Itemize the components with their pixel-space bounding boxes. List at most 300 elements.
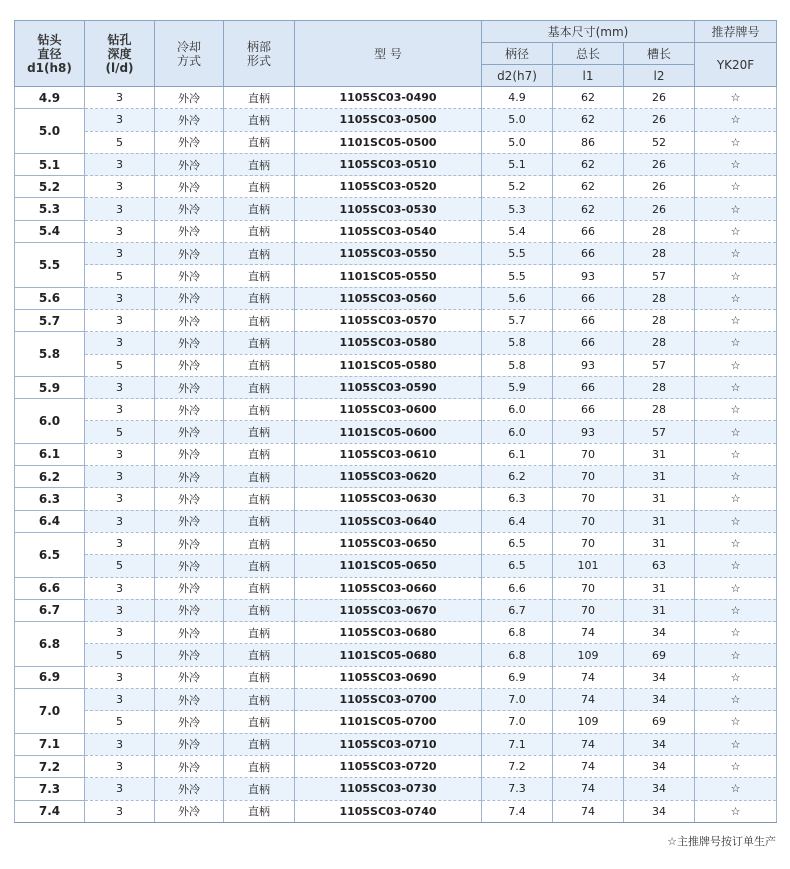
- drill-diameter-cell: 6.6: [15, 577, 85, 599]
- depth-cell: 3: [85, 532, 155, 554]
- cooling-cell: 外冷: [155, 243, 224, 265]
- model-cell: 1105SC03-0510: [295, 153, 482, 175]
- table-row: [15, 577, 777, 599]
- depth-cell: 3: [85, 755, 155, 777]
- cooling-cell: 外冷: [155, 800, 224, 822]
- cooling-cell: 外冷: [155, 109, 224, 131]
- drill-diameter-cell: 7.0: [15, 689, 85, 734]
- depth-cell: 5: [85, 421, 155, 443]
- table-row: [15, 421, 777, 443]
- table-row: [15, 265, 777, 287]
- grade-mark-cell: ☆: [695, 287, 777, 309]
- model-cell: 1101SC05-0600: [295, 421, 482, 443]
- grade-mark-cell: ☆: [695, 376, 777, 398]
- drill-diameter-cell: 6.7: [15, 599, 85, 621]
- total-len-cell: 74: [553, 733, 624, 755]
- table-row: [15, 488, 777, 510]
- shank-dia-cell: 5.9: [482, 376, 553, 398]
- shank-type-cell: 直柄: [224, 153, 295, 175]
- table-row: [15, 599, 777, 621]
- header-groove-len: 槽长: [624, 43, 695, 65]
- depth-cell: 3: [85, 243, 155, 265]
- shank-dia-cell: 5.8: [482, 332, 553, 354]
- header-total-len-sym: l1: [553, 65, 624, 87]
- cooling-cell: 外冷: [155, 399, 224, 421]
- table-row: [15, 287, 777, 309]
- drill-diameter-cell: 5.6: [15, 287, 85, 309]
- groove-len-cell: 69: [624, 711, 695, 733]
- total-len-cell: 62: [553, 198, 624, 220]
- total-len-cell: 62: [553, 153, 624, 175]
- drill-diameter-cell: 6.9: [15, 666, 85, 688]
- grade-mark-cell: ☆: [695, 466, 777, 488]
- table-row: [15, 666, 777, 688]
- grade-mark-cell: ☆: [695, 87, 777, 109]
- cooling-cell: 外冷: [155, 644, 224, 666]
- depth-cell: 3: [85, 109, 155, 131]
- table-row: [15, 309, 777, 331]
- depth-cell: 3: [85, 666, 155, 688]
- total-len-cell: 70: [553, 488, 624, 510]
- model-cell: 1105SC03-0710: [295, 733, 482, 755]
- drill-diameter-cell: 7.3: [15, 778, 85, 800]
- groove-len-cell: 28: [624, 309, 695, 331]
- total-len-cell: 70: [553, 577, 624, 599]
- table-row: [15, 131, 777, 153]
- total-len-cell: 70: [553, 510, 624, 532]
- depth-cell: 3: [85, 198, 155, 220]
- groove-len-cell: 26: [624, 87, 695, 109]
- depth-cell: 3: [85, 287, 155, 309]
- depth-cell: 3: [85, 510, 155, 532]
- model-cell: 1101SC05-0650: [295, 555, 482, 577]
- shank-dia-cell: 6.3: [482, 488, 553, 510]
- shank-dia-cell: 7.0: [482, 689, 553, 711]
- shank-type-cell: 直柄: [224, 666, 295, 688]
- cooling-cell: 外冷: [155, 198, 224, 220]
- shank-type-cell: 直柄: [224, 466, 295, 488]
- groove-len-cell: 26: [624, 109, 695, 131]
- shank-type-cell: 直柄: [224, 532, 295, 554]
- total-len-cell: 93: [553, 421, 624, 443]
- model-cell: 1105SC03-0570: [295, 309, 482, 331]
- grade-mark-cell: ☆: [695, 577, 777, 599]
- depth-cell: 3: [85, 332, 155, 354]
- cooling-cell: 外冷: [155, 265, 224, 287]
- total-len-cell: 66: [553, 220, 624, 242]
- drill-diameter-cell: 7.4: [15, 800, 85, 822]
- shank-type-cell: 直柄: [224, 755, 295, 777]
- model-cell: 1101SC05-0680: [295, 644, 482, 666]
- depth-cell: 5: [85, 711, 155, 733]
- grade-mark-cell: ☆: [695, 488, 777, 510]
- shank-type-cell: 直柄: [224, 399, 295, 421]
- shank-dia-cell: 5.5: [482, 265, 553, 287]
- shank-type-cell: 直柄: [224, 733, 295, 755]
- cooling-cell: 外冷: [155, 176, 224, 198]
- model-cell: 1105SC03-0650: [295, 532, 482, 554]
- grade-mark-cell: ☆: [695, 644, 777, 666]
- table-row: [15, 644, 777, 666]
- drill-diameter-cell: 5.2: [15, 176, 85, 198]
- cooling-cell: 外冷: [155, 577, 224, 599]
- total-len-cell: 70: [553, 599, 624, 621]
- shank-dia-cell: 5.0: [482, 131, 553, 153]
- header-grade: YK20F: [695, 43, 777, 87]
- shank-type-cell: 直柄: [224, 198, 295, 220]
- shank-dia-cell: 6.6: [482, 577, 553, 599]
- shank-dia-cell: 7.3: [482, 778, 553, 800]
- header-drill-diameter: 钻头 直径 d1(h8): [15, 21, 85, 87]
- shank-type-cell: 直柄: [224, 778, 295, 800]
- model-cell: 1105SC03-0740: [295, 800, 482, 822]
- grade-mark-cell: ☆: [695, 622, 777, 644]
- depth-cell: 3: [85, 443, 155, 465]
- groove-len-cell: 34: [624, 800, 695, 822]
- depth-cell: 3: [85, 599, 155, 621]
- shank-type-cell: 直柄: [224, 131, 295, 153]
- model-cell: 1105SC03-0700: [295, 689, 482, 711]
- total-len-cell: 62: [553, 109, 624, 131]
- shank-dia-cell: 6.4: [482, 510, 553, 532]
- table-row: [15, 87, 777, 109]
- model-cell: 1105SC03-0590: [295, 376, 482, 398]
- shank-dia-cell: 5.7: [482, 309, 553, 331]
- drill-diameter-cell: 5.9: [15, 376, 85, 398]
- total-len-cell: 109: [553, 711, 624, 733]
- header-shank-type: 柄部 形式: [224, 21, 295, 87]
- header-basic-dims: 基本尺寸(mm): [482, 21, 695, 43]
- table-row: [15, 711, 777, 733]
- drill-diameter-cell: 5.5: [15, 243, 85, 288]
- shank-type-cell: 直柄: [224, 87, 295, 109]
- shank-type-cell: 直柄: [224, 421, 295, 443]
- drill-diameter-cell: 5.7: [15, 309, 85, 331]
- total-len-cell: 66: [553, 243, 624, 265]
- depth-cell: 3: [85, 577, 155, 599]
- model-cell: 1105SC03-0530: [295, 198, 482, 220]
- model-cell: 1105SC03-0560: [295, 287, 482, 309]
- shank-type-cell: 直柄: [224, 176, 295, 198]
- groove-len-cell: 28: [624, 220, 695, 242]
- cooling-cell: 外冷: [155, 622, 224, 644]
- model-cell: 1105SC03-0680: [295, 622, 482, 644]
- groove-len-cell: 31: [624, 577, 695, 599]
- depth-cell: 3: [85, 800, 155, 822]
- drill-diameter-cell: 5.4: [15, 220, 85, 242]
- table-row: [15, 332, 777, 354]
- cooling-cell: 外冷: [155, 354, 224, 376]
- table-row: [15, 510, 777, 532]
- total-len-cell: 66: [553, 376, 624, 398]
- cooling-cell: 外冷: [155, 131, 224, 153]
- shank-dia-cell: 5.4: [482, 220, 553, 242]
- total-len-cell: 74: [553, 666, 624, 688]
- grade-mark-cell: ☆: [695, 532, 777, 554]
- groove-len-cell: 26: [624, 176, 695, 198]
- table-row: [15, 220, 777, 242]
- shank-dia-cell: 7.2: [482, 755, 553, 777]
- groove-len-cell: 31: [624, 510, 695, 532]
- table-row: [15, 176, 777, 198]
- model-cell: 1105SC03-0720: [295, 755, 482, 777]
- total-len-cell: 86: [553, 131, 624, 153]
- groove-len-cell: 34: [624, 733, 695, 755]
- total-len-cell: 74: [553, 755, 624, 777]
- groove-len-cell: 34: [624, 755, 695, 777]
- cooling-cell: 外冷: [155, 778, 224, 800]
- shank-dia-cell: 7.1: [482, 733, 553, 755]
- shank-dia-cell: 6.9: [482, 666, 553, 688]
- shank-dia-cell: 6.8: [482, 644, 553, 666]
- groove-len-cell: 57: [624, 421, 695, 443]
- header-recommend: 推荐牌号: [695, 21, 777, 43]
- shank-dia-cell: 7.0: [482, 711, 553, 733]
- cooling-cell: 外冷: [155, 87, 224, 109]
- drill-diameter-cell: 5.0: [15, 109, 85, 154]
- grade-mark-cell: ☆: [695, 689, 777, 711]
- shank-type-cell: 直柄: [224, 287, 295, 309]
- cooling-cell: 外冷: [155, 332, 224, 354]
- model-cell: 1101SC05-0500: [295, 131, 482, 153]
- table-row: [15, 622, 777, 644]
- groove-len-cell: 28: [624, 243, 695, 265]
- model-cell: 1105SC03-0610: [295, 443, 482, 465]
- table-row: [15, 354, 777, 376]
- grade-mark-cell: ☆: [695, 131, 777, 153]
- shank-dia-cell: 6.0: [482, 399, 553, 421]
- cooling-cell: 外冷: [155, 599, 224, 621]
- drill-diameter-cell: 4.9: [15, 87, 85, 109]
- groove-len-cell: 34: [624, 778, 695, 800]
- grade-mark-cell: ☆: [695, 153, 777, 175]
- grade-mark-cell: ☆: [695, 443, 777, 465]
- shank-dia-cell: 6.5: [482, 532, 553, 554]
- shank-type-cell: 直柄: [224, 243, 295, 265]
- grade-mark-cell: ☆: [695, 421, 777, 443]
- model-cell: 1105SC03-0540: [295, 220, 482, 242]
- shank-type-cell: 直柄: [224, 577, 295, 599]
- model-cell: 1105SC03-0630: [295, 488, 482, 510]
- total-len-cell: 66: [553, 287, 624, 309]
- cooling-cell: 外冷: [155, 755, 224, 777]
- depth-cell: 3: [85, 176, 155, 198]
- table-header: [15, 21, 777, 87]
- cooling-cell: 外冷: [155, 421, 224, 443]
- grade-mark-cell: ☆: [695, 399, 777, 421]
- table-row: [15, 399, 777, 421]
- shank-type-cell: 直柄: [224, 220, 295, 242]
- model-cell: 1105SC03-0490: [295, 87, 482, 109]
- depth-cell: 3: [85, 733, 155, 755]
- cooling-cell: 外冷: [155, 153, 224, 175]
- cooling-cell: 外冷: [155, 287, 224, 309]
- groove-len-cell: 31: [624, 443, 695, 465]
- groove-len-cell: 69: [624, 644, 695, 666]
- groove-len-cell: 26: [624, 153, 695, 175]
- grade-mark-cell: ☆: [695, 778, 777, 800]
- shank-type-cell: 直柄: [224, 109, 295, 131]
- drill-diameter-cell: 5.1: [15, 153, 85, 175]
- shank-dia-cell: 4.9: [482, 87, 553, 109]
- groove-len-cell: 28: [624, 399, 695, 421]
- drill-diameter-cell: 6.3: [15, 488, 85, 510]
- model-cell: 1105SC03-0600: [295, 399, 482, 421]
- grade-mark-cell: ☆: [695, 354, 777, 376]
- depth-cell: 3: [85, 220, 155, 242]
- groove-len-cell: 28: [624, 332, 695, 354]
- shank-dia-cell: 6.1: [482, 443, 553, 465]
- table-row: [15, 198, 777, 220]
- groove-len-cell: 26: [624, 198, 695, 220]
- model-cell: 1101SC05-0550: [295, 265, 482, 287]
- header-groove-len-sym: l2: [624, 65, 695, 87]
- cooling-cell: 外冷: [155, 443, 224, 465]
- shank-type-cell: 直柄: [224, 800, 295, 822]
- shank-dia-cell: 6.8: [482, 622, 553, 644]
- groove-len-cell: 34: [624, 689, 695, 711]
- groove-len-cell: 31: [624, 599, 695, 621]
- grade-mark-cell: ☆: [695, 510, 777, 532]
- depth-cell: 3: [85, 689, 155, 711]
- shank-dia-cell: 5.8: [482, 354, 553, 376]
- model-cell: 1101SC05-0580: [295, 354, 482, 376]
- table-row: [15, 755, 777, 777]
- grade-mark-cell: ☆: [695, 332, 777, 354]
- grade-mark-cell: ☆: [695, 265, 777, 287]
- total-len-cell: 109: [553, 644, 624, 666]
- depth-cell: 5: [85, 555, 155, 577]
- table-row: [15, 153, 777, 175]
- grade-mark-cell: ☆: [695, 555, 777, 577]
- table-row: [15, 733, 777, 755]
- model-cell: 1105SC03-0550: [295, 243, 482, 265]
- shank-type-cell: 直柄: [224, 599, 295, 621]
- shank-dia-cell: 5.1: [482, 153, 553, 175]
- drill-diameter-cell: 6.2: [15, 466, 85, 488]
- model-cell: 1105SC03-0640: [295, 510, 482, 532]
- total-len-cell: 93: [553, 265, 624, 287]
- groove-len-cell: 31: [624, 466, 695, 488]
- cooling-cell: 外冷: [155, 711, 224, 733]
- shank-dia-cell: 5.2: [482, 176, 553, 198]
- model-cell: 1105SC03-0580: [295, 332, 482, 354]
- table-row: [15, 376, 777, 398]
- depth-cell: 3: [85, 466, 155, 488]
- drill-diameter-cell: 7.2: [15, 755, 85, 777]
- grade-mark-cell: ☆: [695, 243, 777, 265]
- shank-dia-cell: 5.3: [482, 198, 553, 220]
- depth-cell: 3: [85, 153, 155, 175]
- model-cell: 1105SC03-0620: [295, 466, 482, 488]
- header-total-len: 总长: [553, 43, 624, 65]
- groove-len-cell: 31: [624, 532, 695, 554]
- total-len-cell: 70: [553, 532, 624, 554]
- depth-cell: 3: [85, 376, 155, 398]
- depth-cell: 5: [85, 265, 155, 287]
- header-cooling: 冷却 方式: [155, 21, 224, 87]
- grade-mark-cell: ☆: [695, 198, 777, 220]
- cooling-cell: 外冷: [155, 555, 224, 577]
- model-cell: 1105SC03-0690: [295, 666, 482, 688]
- table-row: [15, 800, 777, 822]
- drill-diameter-cell: 7.1: [15, 733, 85, 755]
- table-row: [15, 109, 777, 131]
- shank-dia-cell: 5.6: [482, 287, 553, 309]
- cooling-cell: 外冷: [155, 309, 224, 331]
- model-cell: 1105SC03-0670: [295, 599, 482, 621]
- total-len-cell: 66: [553, 332, 624, 354]
- cooling-cell: 外冷: [155, 532, 224, 554]
- shank-type-cell: 直柄: [224, 644, 295, 666]
- table-row: [15, 778, 777, 800]
- depth-cell: 3: [85, 622, 155, 644]
- shank-dia-cell: 6.7: [482, 599, 553, 621]
- depth-cell: 5: [85, 644, 155, 666]
- grade-mark-cell: ☆: [695, 220, 777, 242]
- shank-dia-cell: 7.4: [482, 800, 553, 822]
- depth-cell: 5: [85, 354, 155, 376]
- table-row: [15, 555, 777, 577]
- groove-len-cell: 34: [624, 666, 695, 688]
- depth-cell: 3: [85, 399, 155, 421]
- table-row: [15, 243, 777, 265]
- drill-diameter-cell: 6.0: [15, 399, 85, 444]
- model-cell: 1105SC03-0520: [295, 176, 482, 198]
- drill-diameter-cell: 5.3: [15, 198, 85, 220]
- groove-len-cell: 63: [624, 555, 695, 577]
- grade-mark-cell: ☆: [695, 711, 777, 733]
- shank-type-cell: 直柄: [224, 376, 295, 398]
- grade-mark-cell: ☆: [695, 755, 777, 777]
- groove-len-cell: 31: [624, 488, 695, 510]
- drill-diameter-cell: 6.8: [15, 622, 85, 667]
- cooling-cell: 外冷: [155, 220, 224, 242]
- model-cell: 1105SC03-0730: [295, 778, 482, 800]
- shank-type-cell: 直柄: [224, 309, 295, 331]
- total-len-cell: 74: [553, 800, 624, 822]
- cooling-cell: 外冷: [155, 466, 224, 488]
- total-len-cell: 62: [553, 87, 624, 109]
- header-shank-dia: 柄径: [482, 43, 553, 65]
- shank-type-cell: 直柄: [224, 622, 295, 644]
- total-len-cell: 62: [553, 176, 624, 198]
- shank-type-cell: 直柄: [224, 443, 295, 465]
- shank-type-cell: 直柄: [224, 265, 295, 287]
- shank-dia-cell: 5.0: [482, 109, 553, 131]
- model-cell: 1105SC03-0660: [295, 577, 482, 599]
- cooling-cell: 外冷: [155, 376, 224, 398]
- shank-type-cell: 直柄: [224, 354, 295, 376]
- drill-spec-table: [14, 20, 777, 823]
- total-len-cell: 70: [553, 443, 624, 465]
- shank-type-cell: 直柄: [224, 555, 295, 577]
- shank-dia-cell: 6.0: [482, 421, 553, 443]
- table-row: [15, 689, 777, 711]
- groove-len-cell: 28: [624, 287, 695, 309]
- cooling-cell: 外冷: [155, 733, 224, 755]
- shank-type-cell: 直柄: [224, 510, 295, 532]
- depth-cell: 3: [85, 309, 155, 331]
- shank-type-cell: 直柄: [224, 689, 295, 711]
- depth-cell: 3: [85, 488, 155, 510]
- grade-mark-cell: ☆: [695, 599, 777, 621]
- cooling-cell: 外冷: [155, 666, 224, 688]
- grade-mark-cell: ☆: [695, 800, 777, 822]
- table-row: [15, 466, 777, 488]
- total-len-cell: 70: [553, 466, 624, 488]
- cooling-cell: 外冷: [155, 689, 224, 711]
